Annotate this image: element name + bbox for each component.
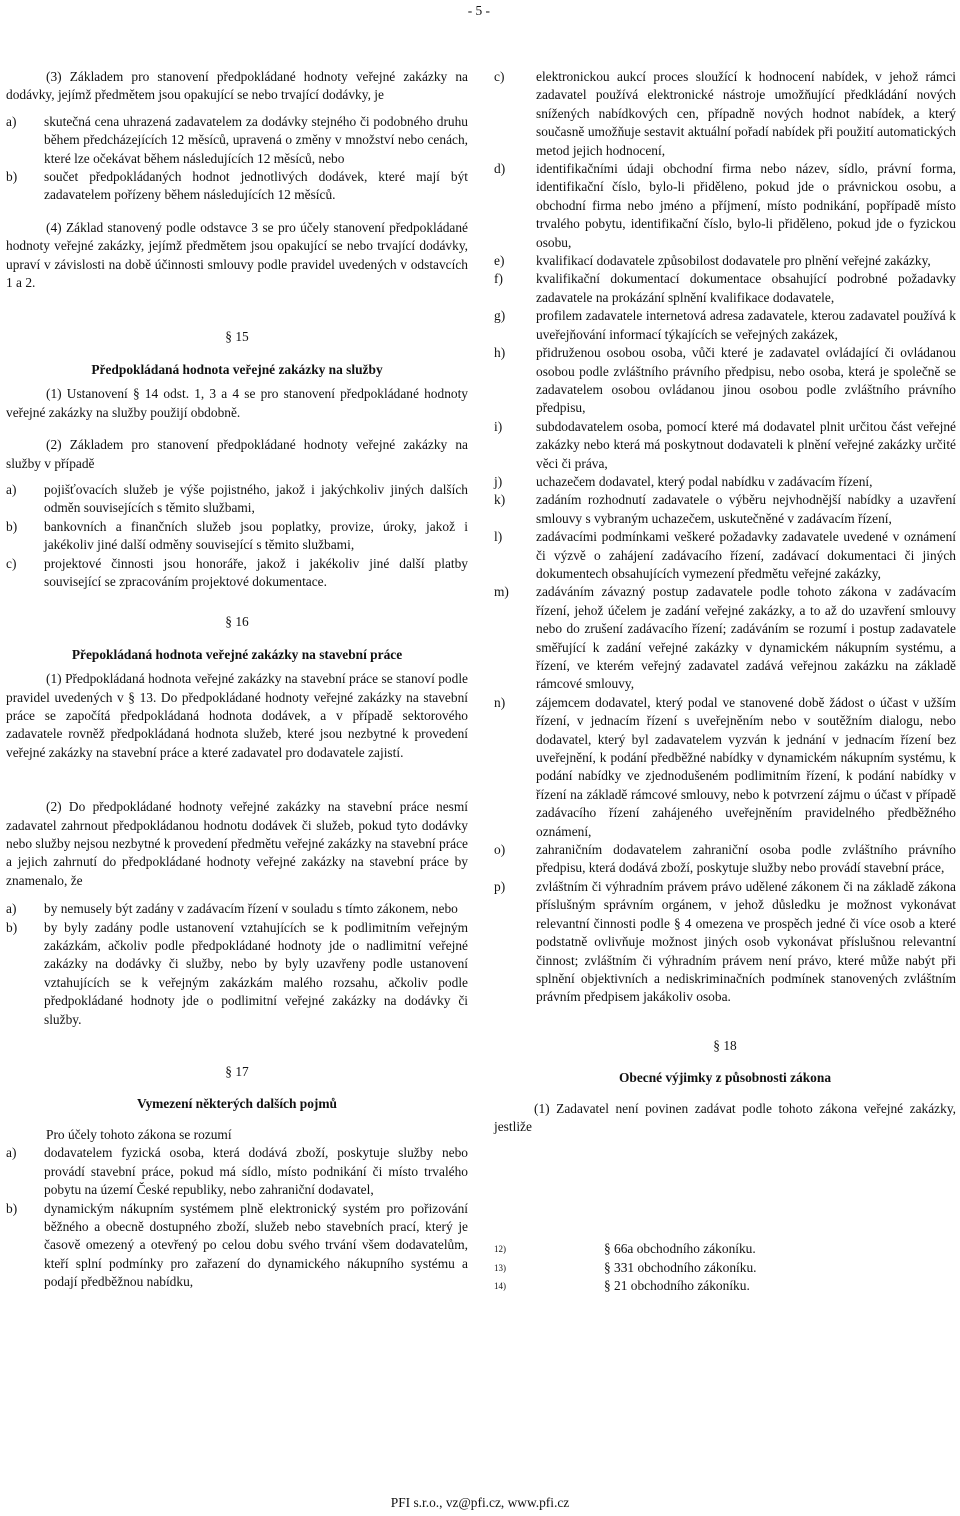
item-text: bankovních a finančních služeb jsou poplatky, provize, úroky, jakož i jakékoliv jiné další odměny související s těmito službami,: [44, 518, 468, 553]
item-letter: b): [6, 518, 18, 534]
item-text: elektronickou aukcí proces sloužící k hodnocení nabídek, v jehož rámci zadavatel používá elektronické nástroje umožňující předkládání nových snížených nabídkových cen, případně nových hodnot nabídek, a který současně umožňuje sestavit aktuální pořadí nabídek při použití automatických metod jejich hodnocení,: [536, 69, 956, 158]
item-text: pojišťovacích služeb je výše pojistného, jakož i jakýchkoliv jiných dalších odměn souvisejících s těmito službami,: [44, 481, 468, 516]
section-number: § 16: [225, 614, 249, 630]
definition-item: [494, 694, 956, 841]
item-letter: m): [494, 584, 509, 600]
footnote-ref: 12): [494, 1244, 506, 1255]
item-text: uchazečem dodavatel, který podal nabídku v zadávacím řízení,: [536, 473, 873, 489]
s14-p4: (4) Základ stanovený podle odstavce 3 se pro účely stanovení předpokládané hodnoty veřejné zakázky, jejímž předmětem jsou opakující se nebo trvající dodávky, upraví v závislosti na době účinnosti smlouvy podle pravidel uvedených v odstavcích 1 a 2.: [6, 219, 468, 291]
list-item: [6, 518, 468, 555]
section-number: § 15: [225, 329, 249, 345]
item-text: dodavatelem fyzická osoba, která dodává zboží, poskytuje služby nebo provádí stavební práce, pokud má sídlo, místo podnikání či místo trvalého pobytu na území České republiky, nebo zahraniční dodavatel,: [44, 1145, 468, 1198]
item-text: součet předpokládaných hodnot jednotlivých dodávek, které mají být zadavatelem pořízeny během následujících 12 měsíců.: [44, 169, 468, 203]
section-title: Obecné výjimky z působnosti zákona: [618, 1070, 832, 1086]
section-number: § 17: [225, 1064, 249, 1080]
definition-item: [494, 160, 956, 252]
definition-item: [494, 418, 956, 473]
item-text: zájemcem dodavatel, který podal ve stanovené době žádost o účast v užším řízení, v jednacím řízení s uveřejněním nebo v soutěžním dialogu, nebo dodavatel, který byl zadavatelem vyzván k jednání v jednacím řízení bez uveřejnění, k podání předběžné nabídky v dynamickém nákupním systému, k podání nabídky ve zjednodušeném podlimitním řízení, k podání nabídky v řízení na základě rámcové smlouvy, nebo k potvrzení zájmu o účast v případě zadávacího řízení zahájeného uveřejněním pravidelného předběžného oznámení,: [536, 694, 956, 839]
item-letter: n): [494, 694, 506, 710]
definition-item: [494, 344, 956, 418]
definition-item: [494, 491, 956, 528]
footnote-text: § 66a obchodního zákoníku.: [604, 1241, 756, 1257]
item-text: skutečná cena uhrazená zadavatelem za dodávky stejného či podobného druhu během předcházejících 12 měsíců, upravená o změny v množství nebo cenách, které lze očekávat během následujících 12 měsíců, nebo: [44, 113, 468, 166]
item-text: zadáváním závazný postup zadavatele podle tohoto zákona v zadávacím řízení, jehož účelem je zadání veřejné zakázky, a to až do uzavření smlouvy nebo do zrušení zadávacího řízení; zadáváním se rozumí i postup zadavatele směřující k zadání veřejné zakázky v dynamickém nákupním systému, a řízení, ve kterém veřejný zadavatel zadává veřejnou zakázku na základě rámcové smlouvy,: [536, 584, 956, 692]
definition-item: [494, 270, 956, 307]
item-text: zadávacími podmínkami veškeré požadavky zadavatele uvedené v oznámení či výzvě o zahájení zadávacího řízení, zadávací dokumentaci či jiných dokumentech obsahujících vymezení předmětu veřejné zakázky,: [536, 529, 956, 581]
list-item: [6, 481, 468, 518]
s18-p1: (1) Zadavatel není povinen zadávat podle tohoto zákona veřejné zakázky, jestliže: [494, 1100, 956, 1134]
item-text: projektové činnosti jsou honoráře, jakož i jakékoliv jiné další platby související se zpracováním projektové dokumentace.: [44, 555, 468, 589]
item-text: profilem zadavatele internetová adresa zadavatele, kterou zadavatel používá k uveřejňování informací týkajících se veřejných zakázek,: [536, 308, 956, 342]
item-text: přidruženou osobou osoba, vůči které je zadavatel ovládající či ovládanou osobou podle zvláštního právního předpisu, nebo osoba, která je společně se zadavatelem osobou ovládanou jinou osobou podle zvláštního právního předpisu,: [536, 345, 956, 416]
footnote-ref: 14): [494, 1281, 506, 1292]
item-letter: b): [6, 919, 18, 935]
item-letter: k): [494, 492, 506, 508]
s17-intro: Pro účely tohoto zákona se rozumí: [46, 1126, 232, 1142]
page-footer: PFI s.r.o., vz@pfi.cz, www.pfi.cz: [390, 1494, 570, 1510]
definition-item: [494, 473, 956, 491]
definition-item: [494, 307, 956, 344]
s14-p3-intro: (3) Základem pro stanovení předpokládané hodnoty veřejné zakázky na dodávky, jejímž předmětem jsou opakující se nebo trvající dodávky, je: [6, 69, 468, 103]
item-text: kvalifikační dokumentací dokumentace obsahující podrobné požadavky zadavatele na prokázání splnění kvalifikace dodavatele,: [536, 271, 956, 305]
definition-item: [494, 878, 956, 1007]
item-letter: o): [494, 842, 506, 858]
item-text: zahraničním dodavatelem zahraniční osoba podle zvláštního právního předpisu, která dodává zboží, poskytuje služby nebo provádí stavební práce,: [536, 842, 956, 876]
item-letter: j): [494, 473, 503, 489]
section-title: Přepokládaná hodnota veřejné zakázky na stavební práce: [71, 646, 403, 662]
definition-item: [494, 252, 956, 270]
definition-item: [494, 68, 956, 160]
footnote-ref: 13): [494, 1262, 506, 1273]
footnote-text: § 331 obchodního zákoníku.: [604, 1259, 757, 1275]
section-title: Vymezení některých dalších pojmů: [137, 1096, 337, 1112]
right-column: [494, 68, 956, 1296]
item-letter: a): [6, 1145, 17, 1161]
list-item: [6, 919, 468, 1029]
item-letter: b): [6, 169, 18, 185]
item-text: zvláštním či výhradním právem právo udělené zákonem či na základě zákona příslušným správním orgánem, v jehož důsledku je možnost vykonávat relevantní činnosti podle § 4 omezena ve prospěch jedné či více osob a které podstatně ovlivňuje možnost jiných osob vykonávat příslušnou relevantní činnost; zvláštním či výhradním právem není právo, které může nabýt při splnění objektivních a nediskriminačních podmínek stanovených zvláštním právním předpisem jakákoliv osoba.: [536, 878, 956, 1005]
item-letter: h): [494, 345, 506, 361]
footnote: [494, 1259, 956, 1277]
s16-p1: (1) Předpokládaná hodnota veřejné zakázky na stavební práce se stanoví podle pravidel uvedených v § 13. Do předpokládané hodnoty veřejné zakázky na stavební práce se započítá předpokládaná hodnota dodávek, a v případě sektorového zadavatele rovněž předpokládaná hodnota služeb, které jsou nezbytné k provedení veřejné zakázky na stavební práce a které zadavatel pro dodavatele zajistí.: [6, 671, 468, 760]
definitions-list: [494, 68, 956, 1007]
s15-p2-intro: (2) Základem pro stanovení předpokládané hodnoty veřejné zakázky na služby v případě: [6, 437, 468, 471]
item-letter: i): [494, 418, 503, 434]
list-item: [6, 1144, 468, 1199]
s15-p1: (1) Ustanovení § 14 odst. 1, 3 a 4 se pro stanovení předpokládané hodnoty veřejné zakázky na služby použijí obdobně.: [6, 386, 468, 420]
list-item: [6, 900, 468, 918]
item-letter: g): [494, 308, 506, 324]
item-letter: c): [494, 69, 505, 84]
left-column: [6, 68, 468, 1292]
item-text: dynamickým nákupním systémem plně elektronický systém pro pořizování běžného a obecně dostupného zboží, služeb nebo stavebních prací, který je časově omezený a otevřený po celou dobu svého trvání všem dodavatelům, kteří splní podmínky pro zařazení do dynamického nákupního systému a podají předběžnou nabídku,: [44, 1200, 468, 1290]
s16-p2-intro: (2) Do předpokládané hodnoty veřejné zakázky na stavební práce nesmí zadavatel zahrnout předpokládanou hodnotu dodávek či služeb, pokud tyto dodávky nebo služby nejsou nezbytné k provedení předmětu veřejné zakázky na stavební práce a jejich zahrnutí do předpokládané hodnoty veřejné zakázky na stavební práce by znamenalo, že: [6, 799, 468, 888]
item-text: identifikačními údaji obchodní firma nebo název, sídlo, právní forma, identifikační číslo, bylo-li přiděleno, pokud jde o právnickou osobu, a obchodní firma nebo jméno a příjmení, místo podnikání, popřípadě místo trvalého pobytu, identifikační číslo, bylo-li přiděleno, pokud jde o fyzickou osobu,: [536, 161, 956, 250]
footnote: [494, 1277, 956, 1295]
page-number: - 5 -: [467, 3, 490, 18]
item-letter: f): [494, 271, 503, 287]
item-letter: d): [494, 161, 506, 177]
item-text: by nemusely být zadány v zadávacím řízení v souladu s tímto zákonem, nebo: [44, 901, 458, 917]
section-number: § 18: [713, 1037, 737, 1053]
definition-item: [494, 583, 956, 693]
list-item: [6, 1200, 468, 1292]
item-letter: b): [6, 1200, 18, 1216]
item-text: kvalifikací dodavatele způsobilost dodavatele pro plnění veřejné zakázky,: [536, 253, 931, 269]
list-item: [6, 113, 468, 168]
item-letter: c): [6, 555, 17, 571]
item-letter: a): [6, 113, 17, 129]
item-text: subdodavatelem osoba, pomocí které má dodavatel plnit určitou část veřejné zakázky nebo která má poskytnout dodavateli k plnění veřejné zakázky určité věci či práva,: [536, 418, 956, 471]
list-item: [6, 555, 468, 592]
list-item: [6, 168, 468, 205]
item-letter: e): [494, 253, 505, 269]
item-letter: l): [494, 529, 503, 545]
footnote: [494, 1240, 956, 1258]
item-letter: a): [6, 481, 17, 497]
item-letter: p): [494, 878, 506, 894]
section-title: Předpokládaná hodnota veřejné zakázky na služby: [91, 361, 383, 377]
definition-item: [494, 528, 956, 583]
footnote-text: § 21 obchodního zákoníku.: [604, 1278, 750, 1294]
item-text: by byly zadány podle ustanovení vztahujících se k podlimitním veřejným zakázkám, ačkoliv podle předpokládané hodnoty jde o nadlimitní veřejné zakázky na dodávky či služby, nebo by byly uzavřeny podle ustanovení vztahujících se k veřejným zakázkám malého rozsahu, ačkoliv podle předpokládané hodnoty jde o podlimitní veřejné zakázky na dodávky či služby.: [44, 919, 468, 1027]
definition-item: [494, 841, 956, 878]
item-text: zadáním rozhodnutí zadavatele o výběru nejvhodnější nabídky a uzavření smlouvy s vybraným uchazečem, uskutečněné v zadávacím řízení,: [536, 492, 956, 526]
item-letter: a): [6, 901, 17, 917]
